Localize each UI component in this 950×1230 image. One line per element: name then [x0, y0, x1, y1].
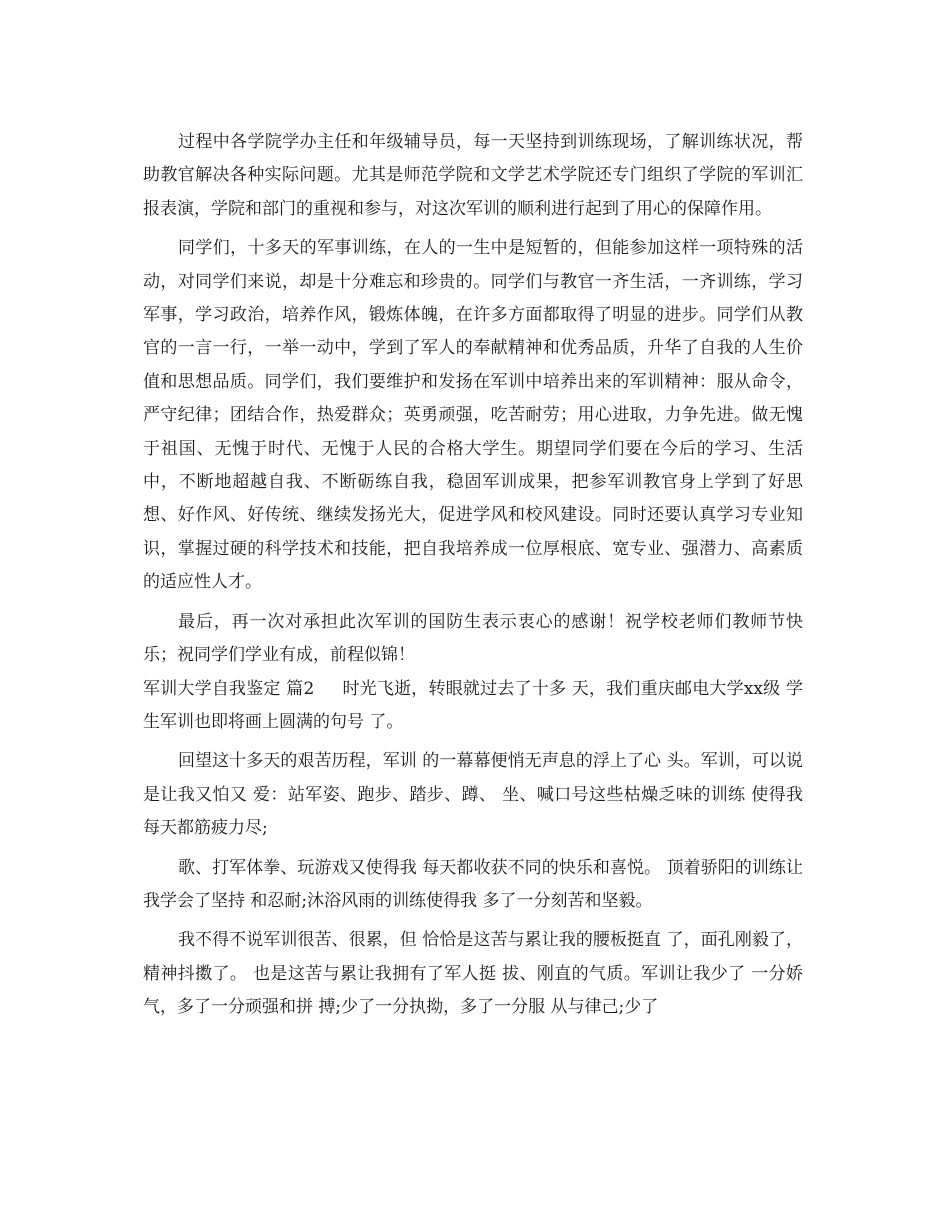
section-paragraph-1: 时光飞逝，转眼就过去了十多 天，我们重庆邮电大学xx级 学生军训也即将画上圆满的句号 了。	[143, 678, 803, 732]
document-body	[143, 126, 803, 1025]
section-paragraph-3: 歌、打军体拳、玩游戏又使得我 每天都收获不同的快乐和喜悦。 顶着骄阳的训练让我学会了坚持 和忍耐;沐浴风雨的训练使得我 多了一分刻苦和坚毅。	[143, 857, 803, 911]
section-start-paragraph	[143, 673, 803, 740]
paragraph-3: 最后，再一次对承担此次军训的国防生表示衷心的感谢！祝学校老师们教师节快乐；祝同学们学业有成，前程似锦！	[143, 611, 803, 666]
section-paragraph-2: 回望这十多天的艰苦历程，军训 的一幕幕便悄无声息的浮上了心 头。军训，可以说是让我又怕又 爱：站军姿、跑步、踏步、蹲、 坐、喊口号这些枯燥乏味的训练 使得我每天都筋疲力尽;	[143, 751, 803, 839]
section-heading: 军训大学自我鉴定 篇2	[143, 678, 315, 699]
paragraph-1: 过程中各学院学办主任和年级辅导员，每一天坚持到训练现场，了解训练状况，帮助教官解决各种实际问题。尤其是师范学院和文学艺术学院还专门组织了学院的军训汇报表演，学院和部门的重视和参与，对这次军训的顺利进行起到了用心的保障作用。	[143, 132, 803, 219]
section-paragraph-4: 我不得不说军训很苦、很累，但 恰恰是这苦与累让我的腰板挺直 了，面孔刚毅了，精神抖擞了。 也是这苦与累让我拥有了军人挺 拔、刚直的气质。军训让我少了 一分娇气，多了一分顽强和拼 搏;少了一分执拗，多了一分服 从与律己;少了	[143, 930, 803, 1018]
paragraph-2: 同学们，十多天的军事训练，在人的一生中是短暂的，但能参加这样一项特殊的活动，对同学们来说，却是十分难忘和珍贵的。同学们与教官一齐生活，一齐训练，学习军事，学习政治，培养作风，锻炼体魄，在许多方面都取得了明显的进步。同学们从教官的一言一行，一举一动中，学到了军人的奉献精神和优秀品质，升华了自我的人生价值和思想品质。同学们，我们要维护和发扬在军训中培养出来的军训精神：服从命令，严守纪律；团结合作，热爱群众；英勇顽强，吃苦耐劳；用心进取，力争先进。做无愧于祖国、无愧于时代、无愧于人民的合格大学生。期望同学们要在今后的学习、生活中，不断地超越自我、不断砺练自我，稳固军训成果，把参军训教官身上学到了好思想、好作风、好传统、继续发扬光大，促进学风和校风建设。同时还要认真学习专业知识，掌握过硬的科学技术和技能，把自我培养成一位厚根底、宽专业、强潜力、高素质的适应性人才。	[143, 238, 803, 593]
